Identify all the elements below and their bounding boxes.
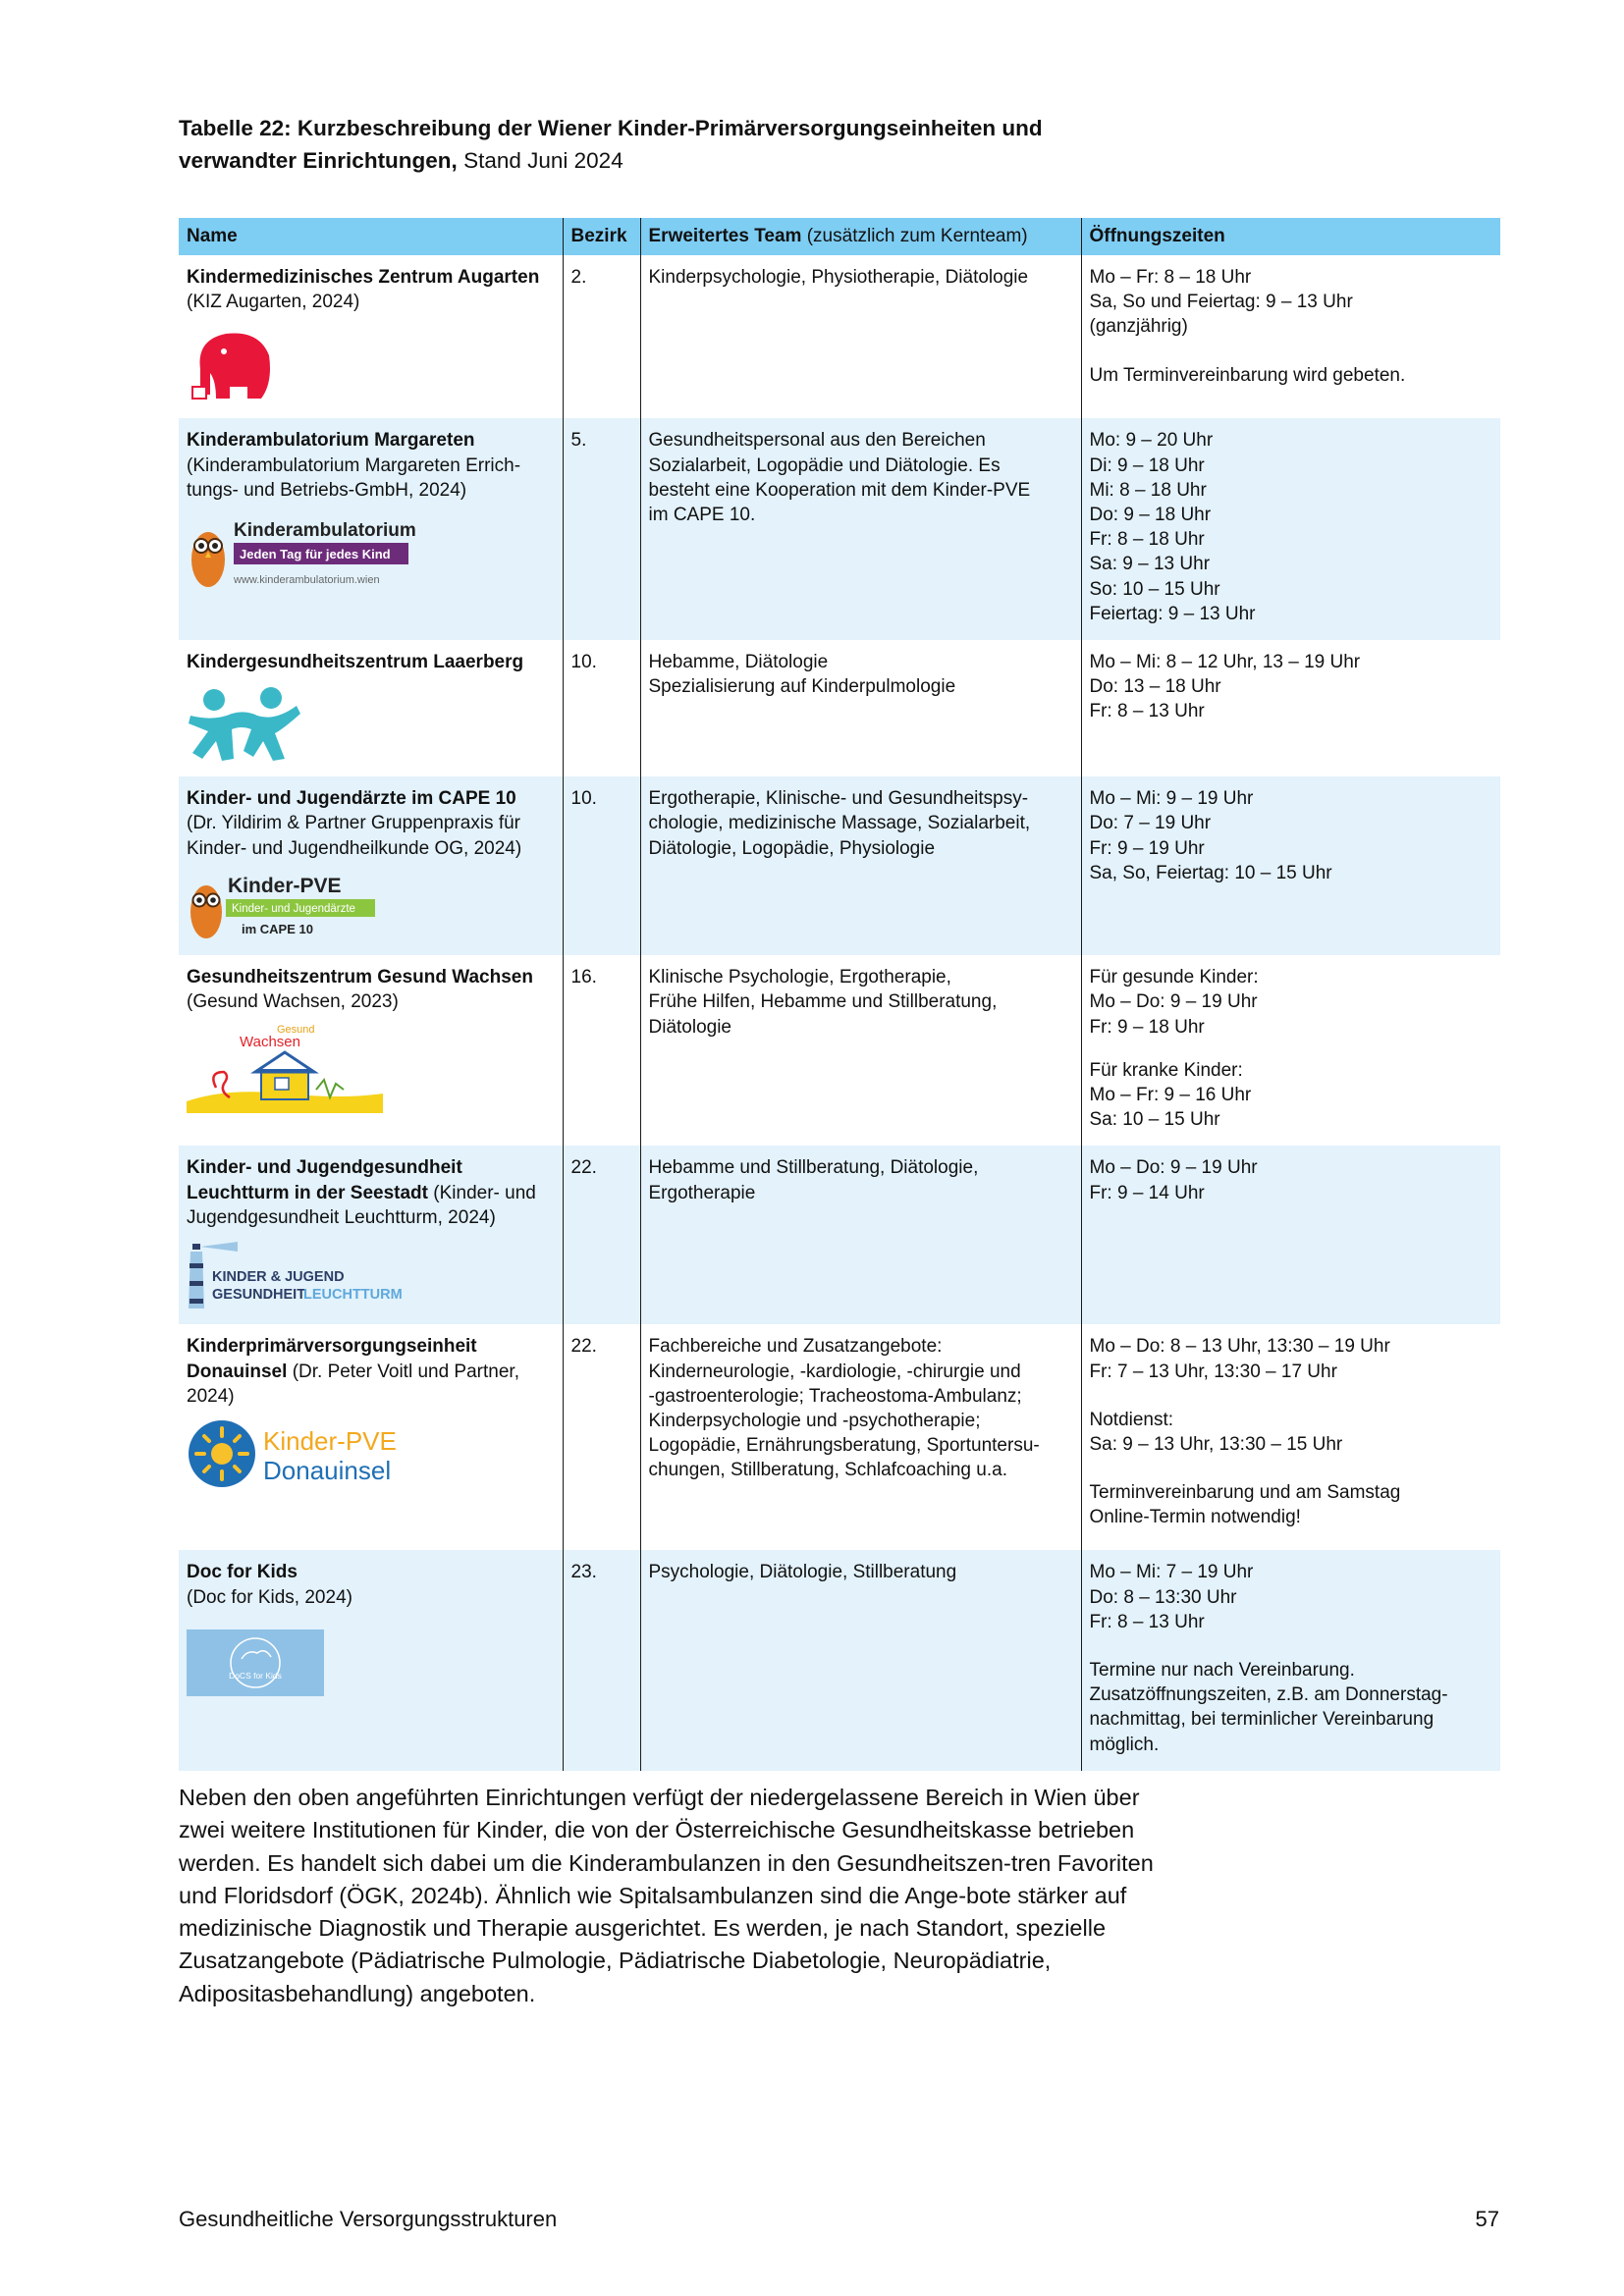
cell-name [179,1550,563,1770]
table-row [179,1324,1500,1550]
hours-line: Mo – Fr: 9 – 16 Uhr [1089,1085,1252,1106]
hours-line: Zusatzöffnungszeiten, z.B. am Donnerstag- [1089,1684,1448,1706]
team-line: Klinische Psychologie, Ergotherapie, [648,967,951,988]
hours-line: Mo – Do: 9 – 19 Uhr [1089,991,1258,1013]
hours-line: Di: 9 – 18 Uhr [1089,454,1205,476]
hours-line: Fr: 8 – 13 Uhr [1089,701,1205,722]
team-line: Logopädie, Ernährungsberatung, Sportuntersu- [648,1435,1040,1457]
cell-bezirk: 23. [563,1550,640,1770]
team-line: Ergotherapie [648,1182,756,1203]
hours-line: Do: 7 – 19 Uhr [1089,813,1212,834]
facility-source: (Kinder- und Jugendgesundheit Leuchtturm, 2024) [187,1182,536,1228]
team-line: Fachbereiche und Zusatzangebote: [648,1336,943,1358]
owl-logo [187,514,416,597]
cell-team [640,1146,1081,1324]
facility-name: Kindermedizinisches Zentrum Augarten [187,267,540,288]
facility-name: Kinderambulatorium Margareten [187,430,475,452]
cell-bezirk: 22. [563,1146,640,1324]
facility-source: (Dr. Yildirim & Partner Gruppenpraxis für Kinder- und Jugendheilkunde OG, 2024) [187,813,522,859]
hours-line: Mo – Do: 9 – 19 Uhr [1089,1157,1258,1179]
logo-place: im CAPE 10 [242,921,313,936]
facility-name: Kinder- und Jugendärzte im CAPE 10 [187,788,516,810]
hours-line: Fr: 8 – 18 Uhr [1089,529,1205,551]
facility-name: Doc for Kids [187,1562,298,1583]
logo-title: Kinder-PVE [228,874,342,897]
hours-line: Fr: 9 – 19 Uhr [1089,837,1205,859]
cell-team [640,640,1081,776]
team-line: Kinderpsychologie und -psychotherapie; [648,1411,981,1432]
header-team [640,218,1081,255]
team-line: Hebamme und Stillberatung, Diätologie, [648,1157,979,1179]
hours-line: Mi: 8 – 18 Uhr [1089,479,1207,501]
team-line: Frühe Hilfen, Hebamme und Stillberatung, [648,991,998,1013]
hours-line: Sa, So und Feiertag: 9 – 13 Uhr [1089,292,1353,313]
hours-line: Mo – Do: 8 – 13 Uhr, 13:30 – 19 Uhr [1089,1336,1390,1358]
hours-line: Sa: 9 – 13 Uhr, 13:30 – 15 Uhr [1089,1434,1343,1456]
hours-line: Sa: 9 – 13 Uhr [1089,554,1211,575]
facility-name: Kinder- und Jugendgesundheit Leuchtturm in der Seestadt [187,1157,462,1203]
hours-line: Do: 9 – 18 Uhr [1089,505,1212,526]
cell-name [179,776,563,955]
cell-hours [1081,1324,1500,1550]
cell-hours [1081,418,1500,640]
children-logo [187,686,304,763]
team-line: Kinderpsychologie, Physiotherapie, Diätologie [648,267,1029,288]
team-line: chungen, Stillberatung, Schlafcoaching u.a. [648,1460,1007,1481]
table-row [179,776,1500,955]
hours-line: möglich. [1089,1734,1160,1755]
hours-line: Sa, So, Feiertag: 10 – 15 Uhr [1089,862,1332,883]
table-row [179,1146,1500,1324]
team-line: chologie, medizinische Massage, Sozialarbeit, [648,813,1031,834]
logo-slogan: Jeden Tag für jedes Kind [240,547,391,562]
logo-line1: Kinder-PVE [263,1426,397,1457]
leuchtturm-logo [187,1244,442,1308]
hours-line: Termine nur nach Vereinbarung. [1089,1660,1355,1682]
footer-title: Gesundheitliche Versorgungsstrukturen [179,2207,558,2231]
facility-source: (Doc for Kids, 2024) [187,1586,352,1608]
hours-line: Sa: 10 – 15 Uhr [1089,1109,1220,1131]
caption-title: Tabelle 22: Kurzbeschreibung der Wiener Kinder-Primärversorgungseinheiten und verwandter Einrichtungen, [179,116,1043,173]
cell-team [640,1550,1081,1770]
donauinsel-logo [187,1420,397,1489]
cell-hours [1081,776,1500,955]
facility-source: (Dr. Peter Voitl und Partner, 2024) [187,1361,519,1407]
team-line: Gesundheitspersonal aus den Bereichen [648,430,986,452]
cell-name [179,255,563,418]
hours-line: Mo – Mi: 8 – 12 Uhr, 13 – 19 Uhr [1089,652,1361,673]
cell-name [179,418,563,640]
team-line: Hebamme, Diätologie [648,652,829,673]
hours-line: Mo – Fr: 8 – 18 Uhr [1089,267,1252,288]
hours-line: Do: 13 – 18 Uhr [1089,676,1221,698]
hours-line: Mo: 9 – 20 Uhr [1089,430,1214,452]
cell-hours [1081,955,1500,1146]
cell-team [640,776,1081,955]
hours-line: Fr: 9 – 18 Uhr [1089,1016,1205,1038]
team-line: Ergotherapie, Klinische- und Gesundheitspsy- [648,788,1029,810]
cell-name [179,955,563,1146]
hours-line: Mo – Mi: 9 – 19 Uhr [1089,788,1254,810]
hours-line: Feiertag: 9 – 13 Uhr [1089,603,1256,624]
team-line: -gastroenterologie; Tracheostoma-Ambulanz; [648,1385,1022,1407]
cell-name [179,1146,563,1324]
hours-note: Um Terminvereinbarung wird gebeten. [1089,364,1406,386]
team-line: Kinderneurologie, -kardiologie, -chirurgie und [648,1361,1021,1382]
header-bezirk: Bezirk [563,218,640,255]
facilities-table [179,218,1500,1771]
facility-name: Kindergesundheitszentrum Laaerberg [187,652,524,673]
team-line: besteht eine Kooperation mit dem Kinder-PVE [648,479,1031,501]
hours-line: Für kranke Kinder: [1089,1059,1243,1081]
table-row [179,955,1500,1146]
elephant-logo [187,326,275,404]
cell-bezirk: 16. [563,955,640,1146]
team-line: Diätologie, Logopädie, Physiologie [648,837,936,859]
facility-source: (Kinderambulatorium Margareten Errich-tungs- und Betriebs-GmbH, 2024) [187,454,521,501]
hours-line: Terminvereinbarung und am Samstag [1089,1482,1401,1504]
hours-line: Online-Termin notwendig! [1089,1507,1301,1528]
hours-line: Notdienst: [1089,1409,1174,1430]
cell-team [640,418,1081,640]
cell-hours [1081,1146,1500,1324]
table-row [179,640,1500,776]
cell-team [640,255,1081,418]
cell-bezirk: 10. [563,640,640,776]
logo-subtitle: Kinder- und Jugendärzte [232,902,355,915]
table-row [179,418,1500,640]
logo-text: DoCS for Kids [229,1670,282,1681]
cell-hours [1081,255,1500,418]
cell-bezirk: 5. [563,418,640,640]
team-line: Psychologie, Diätologie, Stillberatung [648,1562,957,1583]
table-row [179,1550,1500,1770]
table-header-row [179,218,1500,255]
cell-bezirk: 22. [563,1324,640,1550]
body-paragraph: Neben den oben angeführten Einrichtungen verfügt der niedergelassene Bereich in Wien über zwei weitere Institutionen für Kinder, die von der Österreichische Gesundheitskasse betrieben werden. Es handelt sich dabei um die Kinderambulanzen in den Gesundheitszen-tren Favoriten und Floridsdorf (ÖGK, 2024b). Ähnlich wie Spitalsambulanzen sind die Ange-bote stärker auf medizinische Diagnostik und Therapie ausgerichtet. Es werden, je nach Standort, spezielle Zusatzangebote (Pädiatrische Pulmologie, Pädiatrische Diabetologie, Neuropädiatrie, Adipositasbehandlung) angeboten. [179,1785,1154,2006]
header-team-bold: Erweitertes Team [648,226,802,247]
hours-line: Fr: 9 – 14 Uhr [1089,1182,1205,1203]
hours-line: nachmittag, bei terminlicher Vereinbarung [1089,1709,1435,1731]
cell-name [179,1324,563,1550]
facility-source: (KIZ Augarten, 2024) [187,292,360,313]
header-team-note: (zusätzlich zum Kernteam) [806,226,1028,247]
facility-name: Kinderprimärversorgungseinheit Donauinsel [187,1336,477,1382]
hours-line: Fr: 7 – 13 Uhr, 13:30 – 17 Uhr [1089,1361,1337,1382]
logo-line1: KINDER & JUGEND [212,1269,345,1286]
logo-line2b: LEUCHTTURM [303,1287,403,1304]
hours-line: Für gesunde Kinder: [1089,967,1259,988]
cell-bezirk: 10. [563,776,640,955]
logo-url: www.kinderambulatorium.wien [234,574,380,587]
team-line: Sozialarbeit, Logopädie und Diätologie. Es [648,454,1001,476]
team-line: Diätologie [648,1016,731,1038]
hours-line: Fr: 8 – 13 Uhr [1089,1611,1205,1632]
header-name: Name [179,218,563,255]
logo-title: Kinderambulatorium [234,520,416,542]
gesund-wachsen-logo [187,1019,383,1113]
logo-line2: Donauinsel [263,1456,392,1486]
logo-line2a: GESUNDHEIT [212,1287,306,1304]
cell-team [640,955,1081,1146]
doc-for-kids-logo [187,1629,324,1696]
cell-name [179,640,563,776]
caption-date: Stand Juni 2024 [463,148,623,173]
cell-hours [1081,1550,1500,1770]
cell-bezirk: 2. [563,255,640,418]
hours-line: (ganzjährig) [1089,316,1188,338]
cell-team [640,1324,1081,1550]
page-number: 57 [1475,2207,1499,2231]
team-line: im CAPE 10. [648,505,756,526]
header-hours: Öffnungszeiten [1081,218,1500,255]
hours-line: Mo – Mi: 7 – 19 Uhr [1089,1562,1254,1583]
hours-line: So: 10 – 15 Uhr [1089,578,1220,600]
logo-top: Gesund [277,1023,315,1036]
logo-bottom: Wachsen [240,1033,300,1050]
hours-line: Do: 8 – 13:30 Uhr [1089,1586,1237,1608]
table-caption [179,112,1161,177]
table-row [179,255,1500,418]
facility-name: Gesundheitszentrum Gesund Wachsen [187,967,533,988]
facility-source: (Gesund Wachsen, 2023) [187,991,399,1013]
team-line: Spezialisierung auf Kinderpulmologie [648,676,956,698]
cell-hours [1081,640,1500,776]
kinder-pve-logo [187,873,383,941]
